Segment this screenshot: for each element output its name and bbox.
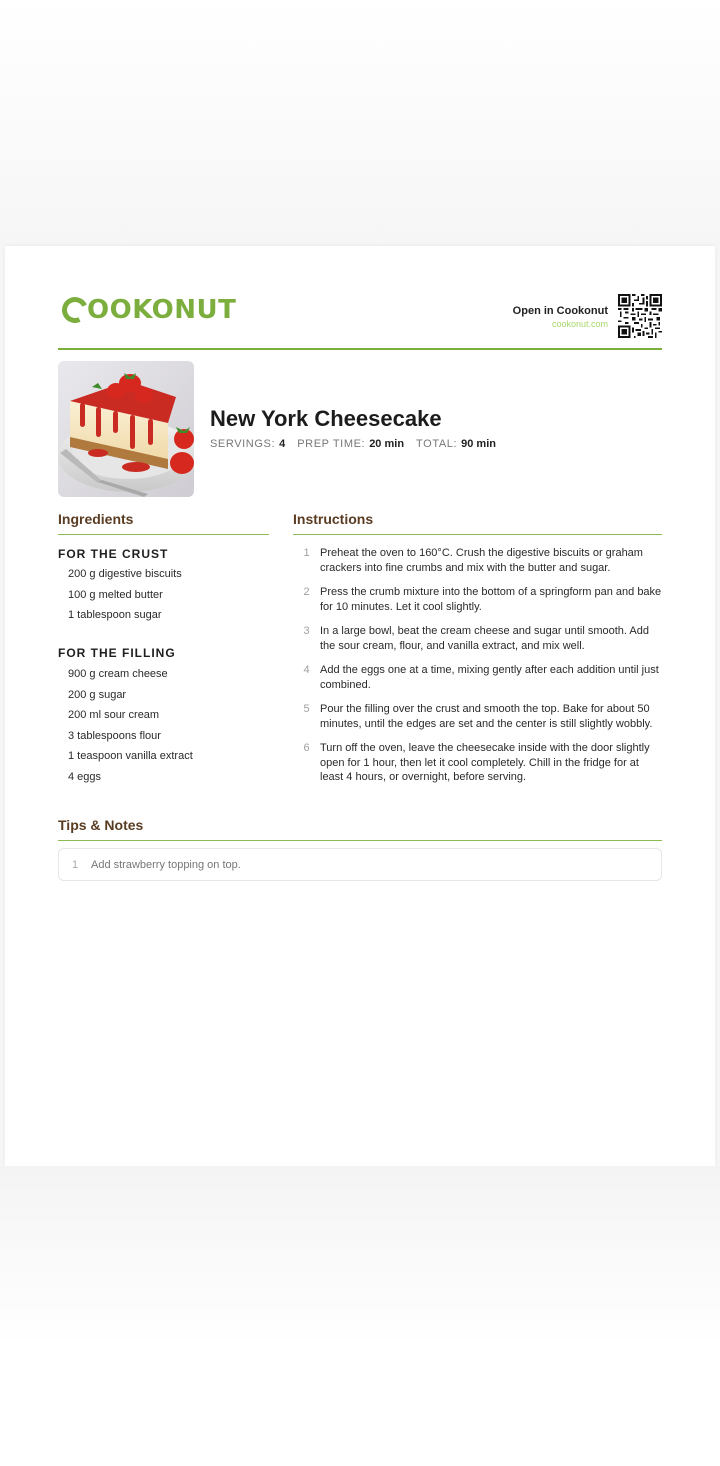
ingredient-item: 100 g melted butter xyxy=(68,588,163,601)
total-time-label: TOTAL: xyxy=(416,438,458,450)
ingredient-group-title: FOR THE CRUST xyxy=(58,547,169,561)
qr-code-icon[interactable] xyxy=(618,294,662,338)
open-in-title: Open in Cookonut xyxy=(512,305,608,317)
ingredient-group-title: FOR THE FILLING xyxy=(58,646,176,660)
ingredient-item: 900 g cream cheese xyxy=(68,668,168,680)
step-text: In a large bowl, beat the cream cheese and sugar until smooth. Add the sour cream, flour, and vanilla extract, and mix well. xyxy=(320,625,649,652)
ingredients-heading: Ingredients xyxy=(58,508,269,535)
cookonut-logo[interactable] xyxy=(62,292,236,328)
open-in-app-link[interactable] xyxy=(513,304,608,330)
step-number: 2 xyxy=(303,586,310,598)
step-number: 5 xyxy=(303,703,310,715)
servings-label: SERVINGS: xyxy=(210,438,276,450)
ingredient-item: 200 g digestive biscuits xyxy=(68,568,182,580)
recipe-meta xyxy=(210,436,496,452)
recipe-title: New York Cheesecake xyxy=(210,406,442,431)
step-number: 1 xyxy=(303,547,310,559)
step-text: Press the crumb mixture into the bottom of a springform pan and bake for 10 minutes. Let it cool slightly. xyxy=(320,586,662,613)
step-text: Pour the filling over the crust and smooth the top. Bake for about 50 minutes, until the edges are set and the center is still slightly wobbly. xyxy=(320,703,653,730)
tip-text: Add strawberry topping on top. xyxy=(91,858,241,871)
instructions-heading: Instructions xyxy=(293,508,662,535)
instruction-step xyxy=(293,585,662,614)
step-number: 4 xyxy=(303,664,310,676)
open-in-url[interactable]: cookonut.com xyxy=(551,319,608,329)
top-blank-area xyxy=(0,0,720,246)
cheesecake-photo xyxy=(58,361,194,497)
total-time xyxy=(416,436,496,452)
step-text: Preheat the oven to 160°C. Crush the digestive biscuits or graham crackers into fine crumbs and mix with the butter and sugar. xyxy=(320,547,643,574)
instruction-steps xyxy=(293,546,662,795)
ingredient-item: 1 teaspoon vanilla extract xyxy=(68,750,193,762)
tip-item xyxy=(58,848,662,881)
step-number: 3 xyxy=(303,625,310,637)
instruction-step xyxy=(293,663,662,692)
recipe-header xyxy=(58,290,662,350)
prep-time-value: 20 min xyxy=(369,438,405,450)
instruction-step xyxy=(293,702,662,731)
tips-heading: Tips & Notes xyxy=(58,814,662,841)
step-number: 6 xyxy=(303,742,310,754)
ingredient-item: 4 eggs xyxy=(68,770,102,783)
bottom-blank-area xyxy=(0,1166,720,1466)
instruction-step xyxy=(293,741,662,785)
recipe-sheet xyxy=(5,246,715,1166)
ingredient-item: 200 g sugar xyxy=(68,688,127,701)
ingredient-item: 3 tablespoons flour xyxy=(68,729,161,742)
tip-number: 1 xyxy=(71,858,79,871)
instruction-step xyxy=(293,624,662,653)
logo-text: OOKONUT xyxy=(87,295,237,325)
ingredient-item: 1 tablespoon sugar xyxy=(68,609,162,621)
servings-value: 4 xyxy=(279,438,286,450)
ingredient-list-filling xyxy=(68,664,193,787)
prep-time xyxy=(297,436,404,452)
step-text: Turn off the oven, leave the cheesecake inside with the door slightly open for 1 hour, then let it cool completely. Chill in the fridge for at least 4 hours, or overnight, before serving. xyxy=(320,742,650,783)
prep-time-label: PREP TIME: xyxy=(297,438,366,450)
instruction-step xyxy=(293,546,662,575)
ingredient-item: 200 ml sour cream xyxy=(68,709,160,721)
servings xyxy=(210,436,285,452)
ingredient-list-crust xyxy=(68,564,182,626)
total-time-value: 90 min xyxy=(461,438,496,450)
step-text: Add the eggs one at a time, mixing gently after each addition until just combined. xyxy=(320,664,659,691)
